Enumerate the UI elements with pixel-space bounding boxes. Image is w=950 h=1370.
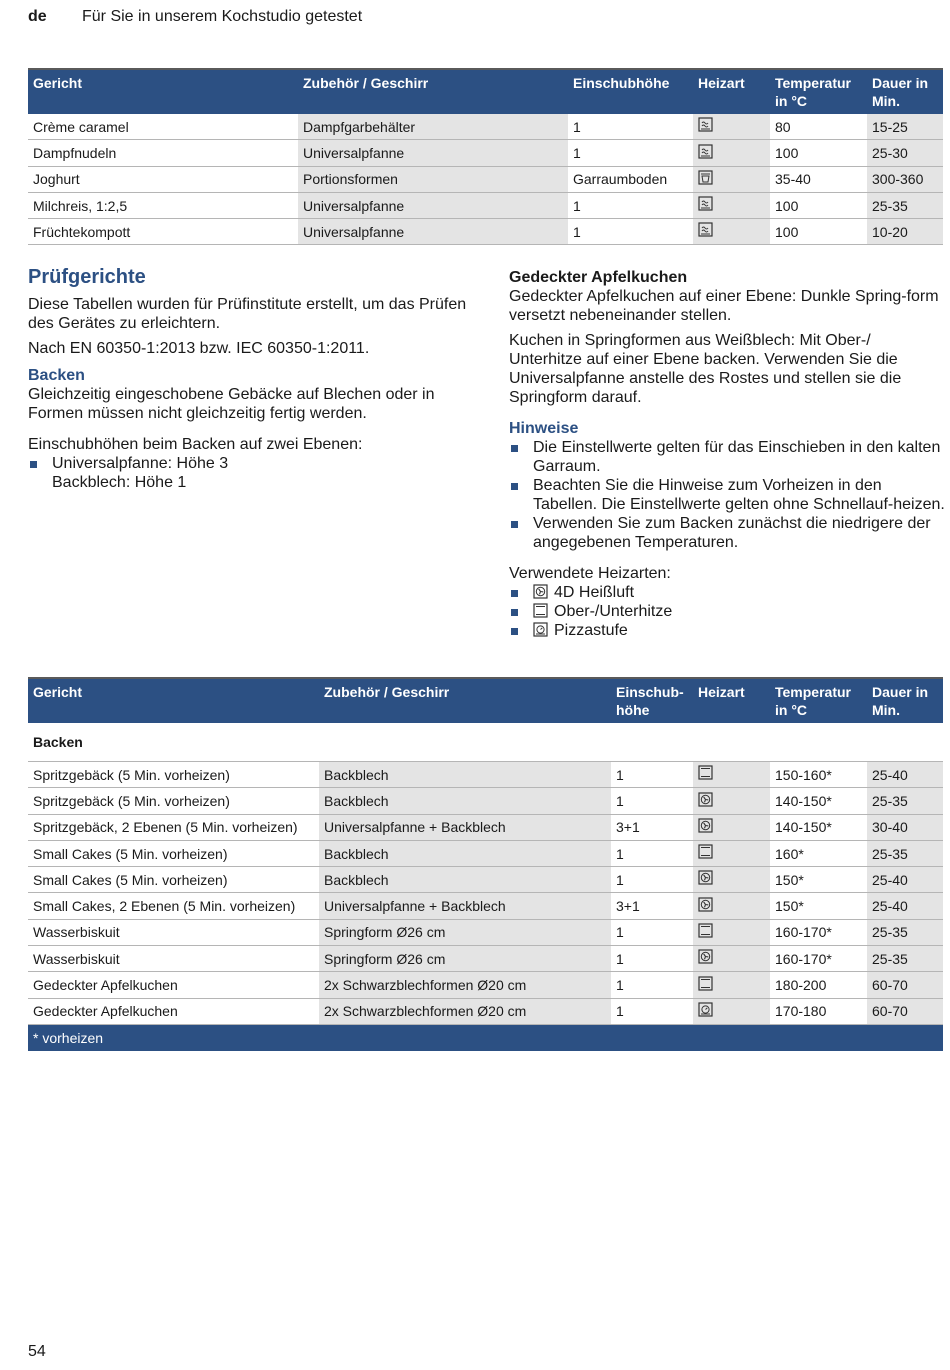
cell-temp: 80 — [770, 114, 867, 140]
cell-time: 25-30 — [867, 140, 943, 166]
cell-heat — [693, 762, 770, 788]
heizarten-list — [509, 583, 947, 640]
steam-table — [28, 68, 943, 245]
cell-dish: Wasserbiskuit — [28, 919, 319, 945]
cell-time: 30-40 — [867, 814, 943, 840]
cell-time: 25-35 — [867, 788, 943, 814]
subheading-backen: Backen — [28, 367, 85, 384]
cell-time: 25-35 — [867, 840, 943, 866]
left-column — [28, 268, 478, 492]
col-header-temp: Temperatur in °C — [770, 69, 867, 114]
cell-level: 1 — [611, 867, 693, 893]
cell-heat — [693, 919, 770, 945]
table-row — [28, 919, 943, 945]
table-row — [28, 814, 943, 840]
table-row — [28, 219, 943, 245]
table-row — [28, 972, 943, 998]
cell-temp: 150* — [770, 867, 867, 893]
cell-temp: 100 — [770, 219, 867, 245]
list-item — [509, 583, 947, 602]
cell-dish: Milchreis, 1:2,5 — [28, 192, 298, 218]
top-bottom-heat-icon — [533, 603, 548, 618]
cell-dish: Spritzgebäck (5 Min. vorheizen) — [28, 788, 319, 814]
table-row — [28, 867, 943, 893]
top-bottom-heat-icon — [698, 763, 713, 787]
cell-temp: 140-150* — [770, 788, 867, 814]
cell-dish: Dampfnudeln — [28, 140, 298, 166]
footnote-text: * vorheizen — [28, 1024, 943, 1051]
col-header-time: Dauer in Min. — [867, 69, 943, 114]
cell-time: 25-35 — [867, 192, 943, 218]
steam-icon — [698, 115, 713, 139]
cell-level: 1 — [611, 788, 693, 814]
cell-time: 25-40 — [867, 762, 943, 788]
col-header-accessory: Zubehör / Geschirr — [319, 678, 611, 723]
apfelkuchen-text-2: Kuchen in Springformen aus Weißblech: Mit Ober-/ Unterhitze auf einer Ebene backen. Verwenden Sie die Universalpfanne anstelle des Rostes und stellen sie die Springform darauf. — [509, 332, 902, 406]
cell-temp: 170-180 — [770, 998, 867, 1024]
section-heading-pruefgerichte: Prüfgerichte — [28, 266, 146, 288]
cell-temp: 180-200 — [770, 972, 867, 998]
cell-accessory: Dampfgarbehälter — [298, 114, 568, 140]
cell-time: 25-35 — [867, 919, 943, 945]
steam-icon — [698, 194, 713, 218]
cell-accessory: Universalpfanne — [298, 219, 568, 245]
cell-level: 1 — [611, 840, 693, 866]
cell-time: 60-70 — [867, 998, 943, 1024]
heizart-label: Ober-/Unterhitze — [554, 603, 673, 620]
page-number: 54 — [28, 1343, 46, 1360]
cell-dish: Small Cakes (5 Min. vorheizen) — [28, 840, 319, 866]
col-header-level: Einschub-höhe — [611, 678, 693, 723]
cell-dish: Gedeckter Apfelkuchen — [28, 998, 319, 1024]
list-item — [509, 602, 947, 621]
table-header-row — [28, 69, 943, 114]
cell-accessory: Portionsformen — [298, 166, 568, 192]
cell-accessory: Backblech — [319, 867, 611, 893]
cell-time: 300-360 — [867, 166, 943, 192]
cell-temp: 35-40 — [770, 166, 867, 192]
col-header-heat: Heizart — [693, 678, 770, 723]
cell-accessory: 2x Schwarzblechformen Ø20 cm — [319, 998, 611, 1024]
norm-text: Nach EN 60350-1:2013 bzw. IEC 60350-1:2011. — [28, 340, 370, 357]
cell-level: 1 — [568, 140, 693, 166]
right-column — [509, 268, 947, 640]
col-header-dish: Gericht — [28, 69, 298, 114]
cell-time: 25-40 — [867, 867, 943, 893]
top-bottom-heat-icon — [698, 842, 713, 866]
cell-heat — [693, 140, 770, 166]
cell-dish: Früchtekompott — [28, 219, 298, 245]
table-row — [28, 946, 943, 972]
cell-accessory: Universalpfanne + Backblech — [319, 814, 611, 840]
list-item — [28, 454, 478, 492]
table-row — [28, 114, 943, 140]
cell-heat — [693, 998, 770, 1024]
cell-time: 25-40 — [867, 893, 943, 919]
table-header-row — [28, 678, 943, 723]
list-item: Verwenden Sie zum Backen zunächst die niedrigere der angegebenen Temperaturen. — [509, 514, 947, 552]
subheading-hinweise: Hinweise — [509, 420, 579, 437]
cell-heat — [693, 788, 770, 814]
cell-level: 1 — [611, 762, 693, 788]
cell-dish: Wasserbiskuit — [28, 946, 319, 972]
cell-accessory: Universalpfanne + Backblech — [319, 893, 611, 919]
fan-icon — [698, 790, 713, 814]
intro-text: Diese Tabellen wurden für Prüfinstitute erstellt, um das Prüfen des Gerätes zu erleichtern. — [28, 296, 467, 332]
cell-heat — [693, 166, 770, 192]
levels-list — [28, 454, 478, 492]
pizza-icon — [698, 1000, 713, 1024]
cell-accessory: Universalpfanne — [298, 140, 568, 166]
table-row — [28, 788, 943, 814]
cell-heat — [693, 972, 770, 998]
cell-level: Garraumboden — [568, 166, 693, 192]
cell-level: 1 — [611, 998, 693, 1024]
cell-accessory: Backblech — [319, 788, 611, 814]
table-row — [28, 166, 943, 192]
yogurt-icon — [698, 168, 713, 192]
cell-level: 1 — [611, 919, 693, 945]
cell-temp: 160-170* — [770, 919, 867, 945]
heizart-label: Pizzastufe — [554, 622, 628, 639]
hinweise-list — [509, 438, 947, 552]
col-header-dish: Gericht — [28, 678, 319, 723]
section-row — [28, 723, 943, 762]
table-row — [28, 840, 943, 866]
col-header-level: Einschubhöhe — [568, 69, 693, 114]
cell-accessory: 2x Schwarzblechformen Ø20 cm — [319, 972, 611, 998]
cell-heat — [693, 946, 770, 972]
cell-level: 3+1 — [611, 893, 693, 919]
cell-dish: Spritzgebäck, 2 Ebenen (5 Min. vorheizen) — [28, 814, 319, 840]
cell-temp: 140-150* — [770, 814, 867, 840]
cell-dish: Gedeckter Apfelkuchen — [28, 972, 319, 998]
col-header-accessory: Zubehör / Geschirr — [298, 69, 568, 114]
fan-icon — [533, 584, 548, 599]
top-bottom-heat-icon — [698, 974, 713, 998]
cell-dish: Small Cakes (5 Min. vorheizen) — [28, 867, 319, 893]
list-item: Die Einstellwerte gelten für das Einschieben in den kalten Garraum. — [509, 438, 947, 476]
heizart-label: 4D Heißluft — [554, 584, 635, 601]
cell-heat — [693, 219, 770, 245]
cell-heat — [693, 893, 770, 919]
cell-temp: 150-160* — [770, 762, 867, 788]
cell-time: 25-35 — [867, 946, 943, 972]
col-header-time: Dauer in Min. — [867, 678, 943, 723]
col-header-temp: Temperatur in °C — [770, 678, 867, 723]
test-dishes-table — [28, 677, 943, 1051]
fan-icon — [698, 868, 713, 892]
list-item: Beachten Sie die Hinweise zum Vorheizen in den Tabellen. Die Einstellwerte gelten ohne Schnellauf-heizen. — [509, 476, 947, 514]
cell-accessory: Backblech — [319, 762, 611, 788]
cell-dish: Joghurt — [28, 166, 298, 192]
cell-heat — [693, 840, 770, 866]
cell-level: 1 — [568, 192, 693, 218]
cell-level: 3+1 — [611, 814, 693, 840]
cell-dish: Spritzgebäck (5 Min. vorheizen) — [28, 762, 319, 788]
cell-time: 15-25 — [867, 114, 943, 140]
apfelkuchen-text-1: Gedeckter Apfelkuchen auf einer Ebene: Dunkle Spring-form versetzt nebeneinander stellen. — [509, 288, 939, 324]
pizza-icon — [533, 622, 548, 637]
cell-heat — [693, 867, 770, 893]
list-item — [509, 621, 947, 640]
cell-temp: 100 — [770, 192, 867, 218]
cell-heat — [693, 114, 770, 140]
cell-dish: Crème caramel — [28, 114, 298, 140]
table-row — [28, 140, 943, 166]
col-header-heat: Heizart — [693, 69, 770, 114]
steam-icon — [698, 220, 713, 244]
table-row — [28, 998, 943, 1024]
level-line-1: Universalpfanne: Höhe 3 — [52, 455, 229, 472]
levels-intro: Einschubhöhen beim Backen auf zwei Ebenen: — [28, 436, 363, 453]
cell-time: 60-70 — [867, 972, 943, 998]
heizarten-intro: Verwendete Heizarten: — [509, 565, 671, 582]
cell-dish: Small Cakes, 2 Ebenen (5 Min. vorheizen) — [28, 893, 319, 919]
cell-time: 10-20 — [867, 219, 943, 245]
cell-accessory: Backblech — [319, 840, 611, 866]
cell-accessory: Springform Ø26 cm — [319, 946, 611, 972]
header-lang: de — [28, 8, 47, 25]
cell-level: 1 — [568, 114, 693, 140]
level-line-2: Backblech: Höhe 1 — [52, 474, 187, 491]
cell-accessory: Universalpfanne — [298, 192, 568, 218]
top-bottom-heat-icon — [698, 921, 713, 945]
fan-icon — [698, 947, 713, 971]
header-title: Für Sie in unserem Kochstudio getestet — [82, 8, 363, 25]
fan-icon — [698, 816, 713, 840]
cell-temp: 150* — [770, 893, 867, 919]
cell-level: 1 — [568, 219, 693, 245]
cell-heat — [693, 192, 770, 218]
table-row — [28, 893, 943, 919]
section-label-backen: Backen — [28, 723, 943, 762]
table-row — [28, 762, 943, 788]
cell-temp: 160-170* — [770, 946, 867, 972]
footnote-row — [28, 1024, 943, 1051]
cell-temp: 100 — [770, 140, 867, 166]
cell-temp: 160* — [770, 840, 867, 866]
fan-icon — [698, 895, 713, 919]
cell-accessory: Springform Ø26 cm — [319, 919, 611, 945]
cell-level: 1 — [611, 946, 693, 972]
cell-heat — [693, 814, 770, 840]
cell-level: 1 — [611, 972, 693, 998]
steam-icon — [698, 142, 713, 166]
table-row — [28, 192, 943, 218]
subheading-apfelkuchen: Gedeckter Apfelkuchen — [509, 269, 688, 286]
backen-text: Gleichzeitig eingeschobene Gebäcke auf Blechen oder in Formen müssen nicht gleichzeitig fertig werden. — [28, 386, 435, 422]
